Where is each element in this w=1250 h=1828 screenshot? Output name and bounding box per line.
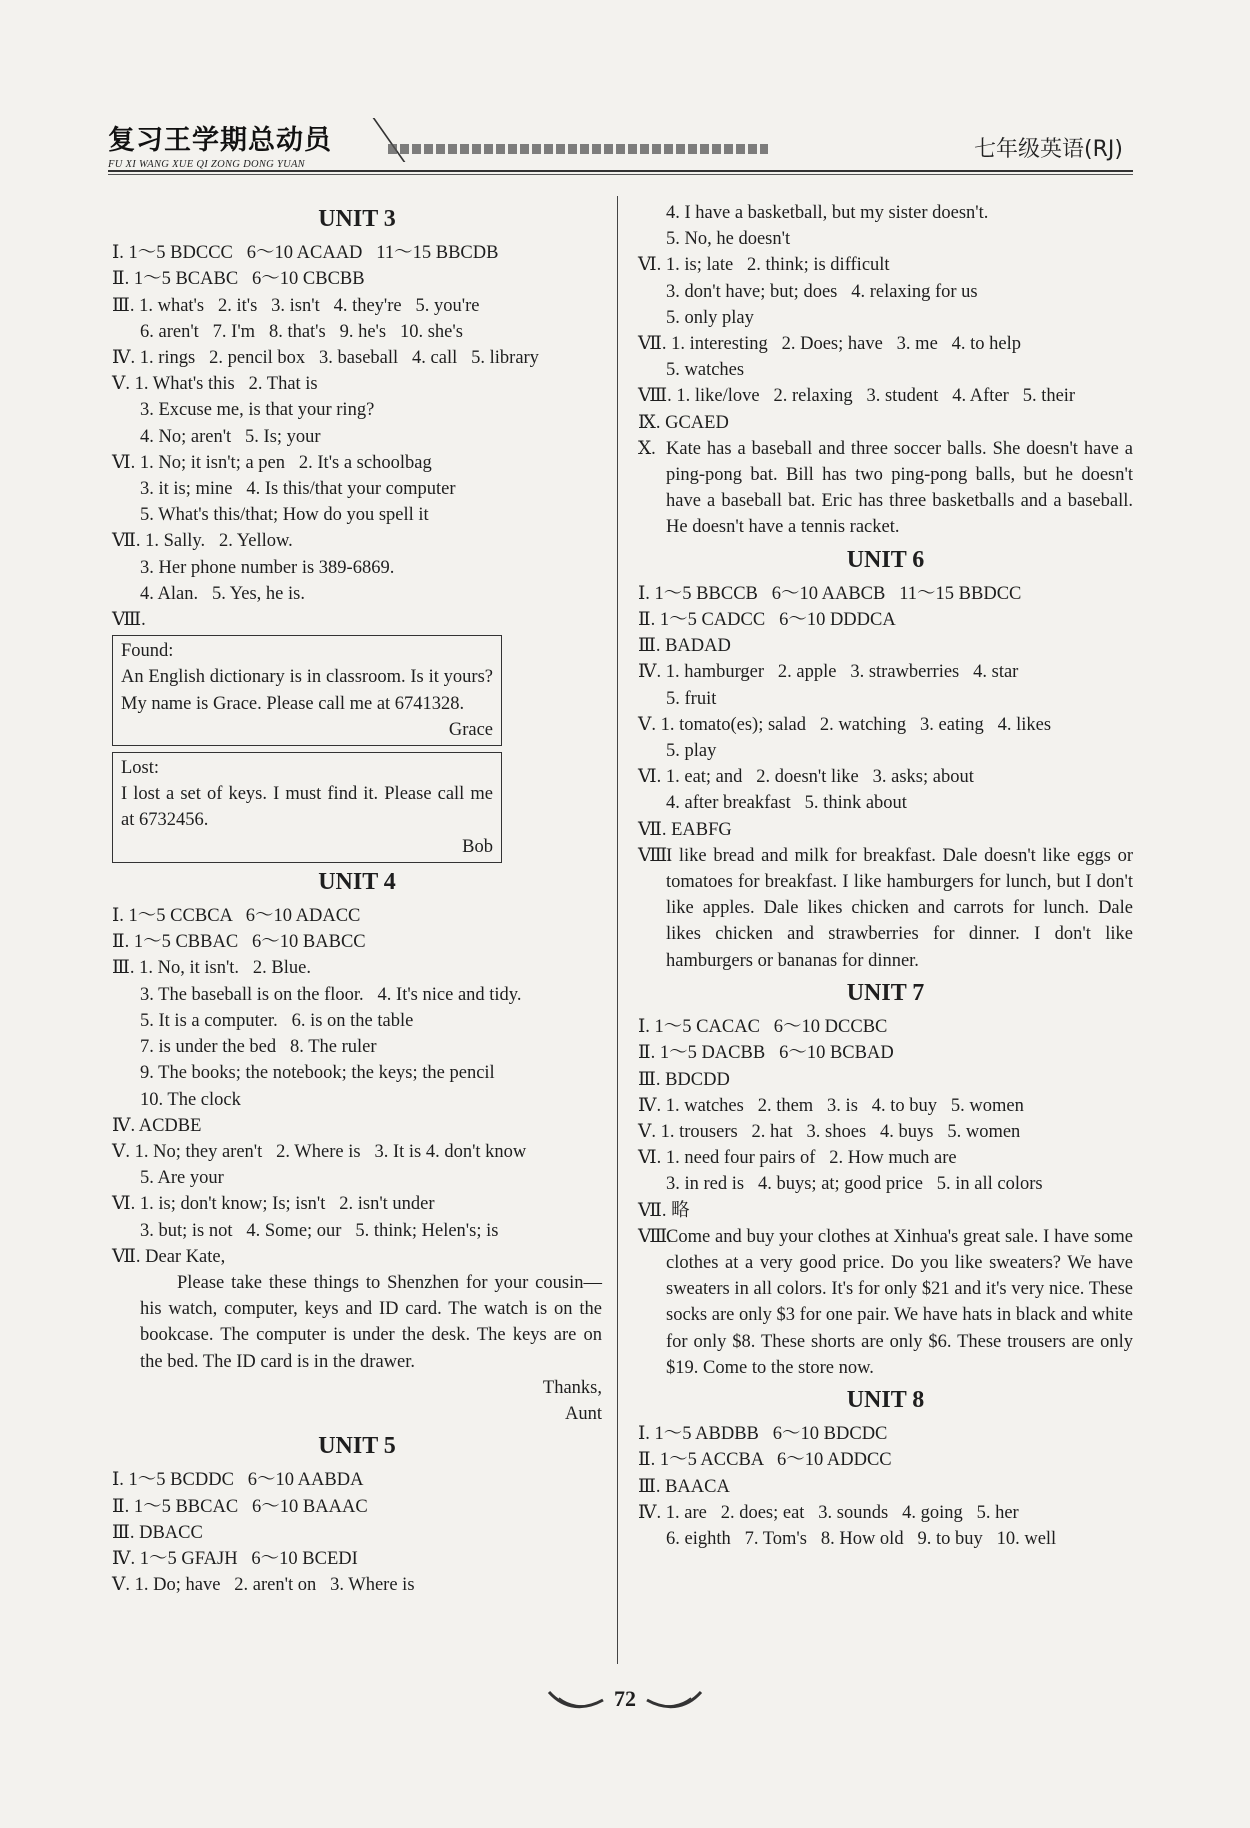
answer-line: Ⅱ. 1～5 DACBB 6～10 BCBAD <box>638 1043 894 1064</box>
header-rule-thin <box>108 174 1133 175</box>
subject-label: 七年级英语(RJ) <box>974 137 1123 162</box>
writing-answer <box>638 1224 1133 1381</box>
column-divider <box>617 196 618 1664</box>
answer-line: 6. eighth 7. Tom's 8. How old 9. to buy 10. well <box>666 1528 1057 1549</box>
answer-line: Ⅴ. 1. tomato(es); salad 2. watching 3. eating 4. likes <box>638 714 1052 735</box>
page-header <box>108 118 1133 174</box>
found-notice-box <box>112 635 502 746</box>
unit-5-heading: UNIT 5 <box>318 1433 396 1460</box>
writing-text: I like bread and milk for breakfast. Dale doesn't like eggs or tomatoes for breakfast. I like hamburgers for lunch, but I don't like apples. Dale likes chicken and carrots for lunch. Dale likes chicken and strawberries for dinner. I don't like hamburgers or bananas for dinner. <box>666 845 1133 971</box>
answer-line: 5. only play <box>666 307 754 328</box>
lost-title: Lost: <box>121 758 160 779</box>
answer-line: Ⅵ. 1. eat; and 2. doesn't like 3. asks; about <box>638 767 974 788</box>
answer-line: Ⅲ. BDCDD <box>638 1069 730 1090</box>
answer-line: Ⅰ. 1～5 CCBCA 6～10 ADACC <box>112 906 361 927</box>
lost-signature: Bob <box>462 836 493 857</box>
answer-line: Ⅰ. 1～5 BCDDC 6～10 AABDA <box>112 1470 364 1491</box>
answer-line: Ⅵ. 1. is; late 2. think; is difficult <box>638 255 890 276</box>
answer-line: 5. watches <box>666 360 745 381</box>
answer-line: Ⅳ. ACDBE <box>112 1115 202 1136</box>
answer-line: Ⅶ. 略 <box>638 1200 690 1221</box>
answer-line: Ⅵ. 1. No; it isn't; a pen 2. It's a schoolbag <box>112 452 432 473</box>
letter-closing: Thanks, <box>542 1377 602 1398</box>
right-column <box>638 200 1133 1552</box>
answer-line: Ⅴ. 1. What's this 2. That is <box>112 374 318 395</box>
answer-line: Ⅳ. 1. watches 2. them 3. is 4. to buy 5. women <box>638 1095 1024 1116</box>
letter-to-kate <box>112 1270 602 1427</box>
answer-line: 5. It is a computer. 6. is on the table <box>140 1010 414 1031</box>
answer-line: Ⅴ. 1. No; they aren't 2. Where is 3. It is 4. don't know <box>112 1141 527 1162</box>
answer-line: Ⅲ. DBACC <box>112 1522 203 1543</box>
answer-line: Ⅶ. 1. interesting 2. Does; have 3. me 4. to help <box>638 334 1022 355</box>
writing-text: Come and buy your clothes at Xinhua's great sale. I have some clothes at a very good price. Do you like sweaters? We have sweaters in all colors. It's for only $21 and it's very nice. These socks are only $3 for one pair. We have hats in black and white for only $8. These shorts are only $6. These trousers are only $19. Come to the store now. <box>666 1226 1133 1378</box>
answer-line: 5. No, he doesn't <box>666 229 791 250</box>
unit-3-heading: UNIT 3 <box>318 206 396 232</box>
answer-line: Ⅲ. BADAD <box>638 636 731 657</box>
lost-body: I lost a set of keys. I must find it. Please call me at 6732456. <box>121 784 493 831</box>
writing-answer <box>638 843 1133 974</box>
answer-line: 4. I have a basketball, but my sister doesn't. <box>666 203 989 223</box>
answer-line: Ⅳ. 1. are 2. does; eat 3. sounds 4. going 5. her <box>638 1502 1019 1523</box>
answer-line: Ⅷ. 1. like/love 2. relaxing 3. student 4. After 5. their <box>638 386 1076 407</box>
answer-line: Ⅱ. 1～5 ACCBA 6～10 ADDCC <box>638 1450 892 1471</box>
answer-line: 7. is under the bed 8. The ruler <box>140 1037 377 1058</box>
answer-line: Ⅳ. 1. rings 2. pencil box 3. baseball 4. call 5. library <box>112 348 539 369</box>
found-signature: Grace <box>448 719 493 740</box>
answer-line: 4. No; aren't 5. Is; your <box>140 426 321 447</box>
answer-line: 3. The baseball is on the floor. 4. It's nice and tidy. <box>140 984 522 1005</box>
answer-line: Ⅱ. 1～5 BBCAC 6～10 BAAAC <box>112 1496 368 1517</box>
found-body: An English dictionary is in classroom. Is it yours? My name is Grace. Please call me at 6741328. <box>121 667 493 714</box>
answer-line: Ⅱ. 1～5 BCABC 6～10 CBCBB <box>112 269 365 290</box>
answer-line: Ⅰ. 1～5 ABDBB 6～10 BDCDC <box>638 1424 888 1445</box>
answer-line: Ⅲ. 1. what's 2. it's 3. isn't 4. they're 5. you're <box>112 295 480 316</box>
answer-line: Ⅱ. 1～5 CADCC 6～10 DDDCA <box>638 610 896 631</box>
answer-line: 4. Alan. 5. Yes, he is. <box>140 583 305 604</box>
answer-line: 3. in red is 4. buys; at; good price 5. in all colors <box>666 1174 1043 1195</box>
found-title: Found: <box>121 641 174 662</box>
section-number: Ⅷ. <box>638 845 672 866</box>
answer-line: 5. What's this/that; How do you spell it <box>140 505 429 526</box>
answer-line: 5. Are your <box>140 1168 224 1189</box>
right-swirl-icon <box>645 1688 705 1712</box>
page-number: 72 <box>614 1686 636 1711</box>
answer-line: Ⅲ. 1. No, it isn't. 2. Blue. <box>112 958 311 979</box>
answer-line: 3. Her phone number is 389-6869. <box>140 557 395 578</box>
answer-line: Ⅴ. 1. trousers 2. hat 3. shoes 4. buys 5. women <box>638 1121 1021 1142</box>
answer-line: 3. don't have; but; does 4. relaxing for us <box>666 281 978 302</box>
letter-body: Please take these things to Shenzhen for your cousin—his watch, computer, keys and ID card. The watch is on the bookcase. The computer is under the desk. The keys are on the bed. The ID card is in the drawer. <box>140 1272 602 1372</box>
answer-line: 5. play <box>666 741 717 762</box>
answer-line: 3. it is; mine 4. Is this/that your computer <box>140 479 456 500</box>
left-column <box>112 200 602 1598</box>
writing-text: Kate has a baseball and three soccer balls. She doesn't have a ping-pong bat. Bill has two ping-pong balls, but he doesn't have a baseball bat. Eric has three basketballs and a baseball. He doesn't have a tennis racket. <box>666 438 1133 538</box>
answer-line: 6. aren't 7. I'm 8. that's 9. he's 10. she's <box>140 321 463 342</box>
answer-line: Ⅶ. Dear Kate, <box>112 1246 226 1267</box>
series-title-pinyin: FU XI WANG XUE QI ZONG DONG YUAN <box>108 159 305 170</box>
answer-line: Ⅲ. BAACA <box>638 1476 730 1497</box>
header-dot-band <box>388 144 768 154</box>
answer-line: Ⅷ. <box>112 610 146 631</box>
header-slash-decoration <box>333 118 406 162</box>
lost-notice-box <box>112 752 502 863</box>
answer-line: 9. The books; the notebook; the keys; the pencil <box>140 1063 495 1084</box>
answer-line: 3. Excuse me, is that your ring? <box>140 400 375 421</box>
section-number: Ⅹ. <box>638 438 656 459</box>
unit-6-heading: UNIT 6 <box>846 546 925 573</box>
unit-4-heading: UNIT 4 <box>318 868 396 895</box>
answer-line: Ⅶ. 1. Sally. 2. Yellow. <box>112 531 293 552</box>
unit-8-heading: UNIT 8 <box>846 1386 925 1413</box>
answer-line: Ⅰ. 1～5 BBCCB 6～10 AABCB 11～15 BBDCC <box>638 583 1022 604</box>
writing-answer <box>638 436 1133 541</box>
answer-line: Ⅰ. 1～5 BDCCC 6～10 ACAAD 11～15 BBCDB <box>112 243 499 264</box>
answer-line: Ⅰ. 1～5 CACAC 6～10 DCCBC <box>638 1017 888 1038</box>
answer-line: Ⅱ. 1～5 CBBAC 6～10 BABCC <box>112 932 366 953</box>
unit-7-heading: UNIT 7 <box>846 979 925 1006</box>
answer-line: Ⅳ. 1～5 GFAJH 6～10 BCEDI <box>112 1548 358 1569</box>
answer-line: Ⅵ. 1. is; don't know; Is; isn't 2. isn't under <box>112 1194 435 1215</box>
answer-line: 10. The clock <box>140 1089 241 1110</box>
answer-line: 5. fruit <box>666 688 717 709</box>
answer-line: Ⅵ. 1. need four pairs of 2. How much are <box>638 1148 957 1169</box>
answer-line: Ⅶ. EABFG <box>638 819 732 840</box>
answer-line: 4. after breakfast 5. think about <box>666 793 907 814</box>
answer-line: 3. but; is not 4. Some; our 5. think; Helen's; is <box>140 1220 499 1241</box>
letter-signature: Aunt <box>565 1403 602 1424</box>
series-title-cn: 复习王学期总动员 <box>108 125 332 156</box>
answer-line: Ⅴ. 1. Do; have 2. aren't on 3. Where is <box>112 1575 415 1596</box>
answer-line: Ⅸ. GCAED <box>638 412 729 433</box>
section-number: Ⅷ. <box>638 1226 672 1247</box>
answer-line: Ⅳ. 1. hamburger 2. apple 3. strawberries 4. star <box>638 662 1019 683</box>
header-rule <box>108 170 1133 172</box>
series-title <box>108 118 332 170</box>
